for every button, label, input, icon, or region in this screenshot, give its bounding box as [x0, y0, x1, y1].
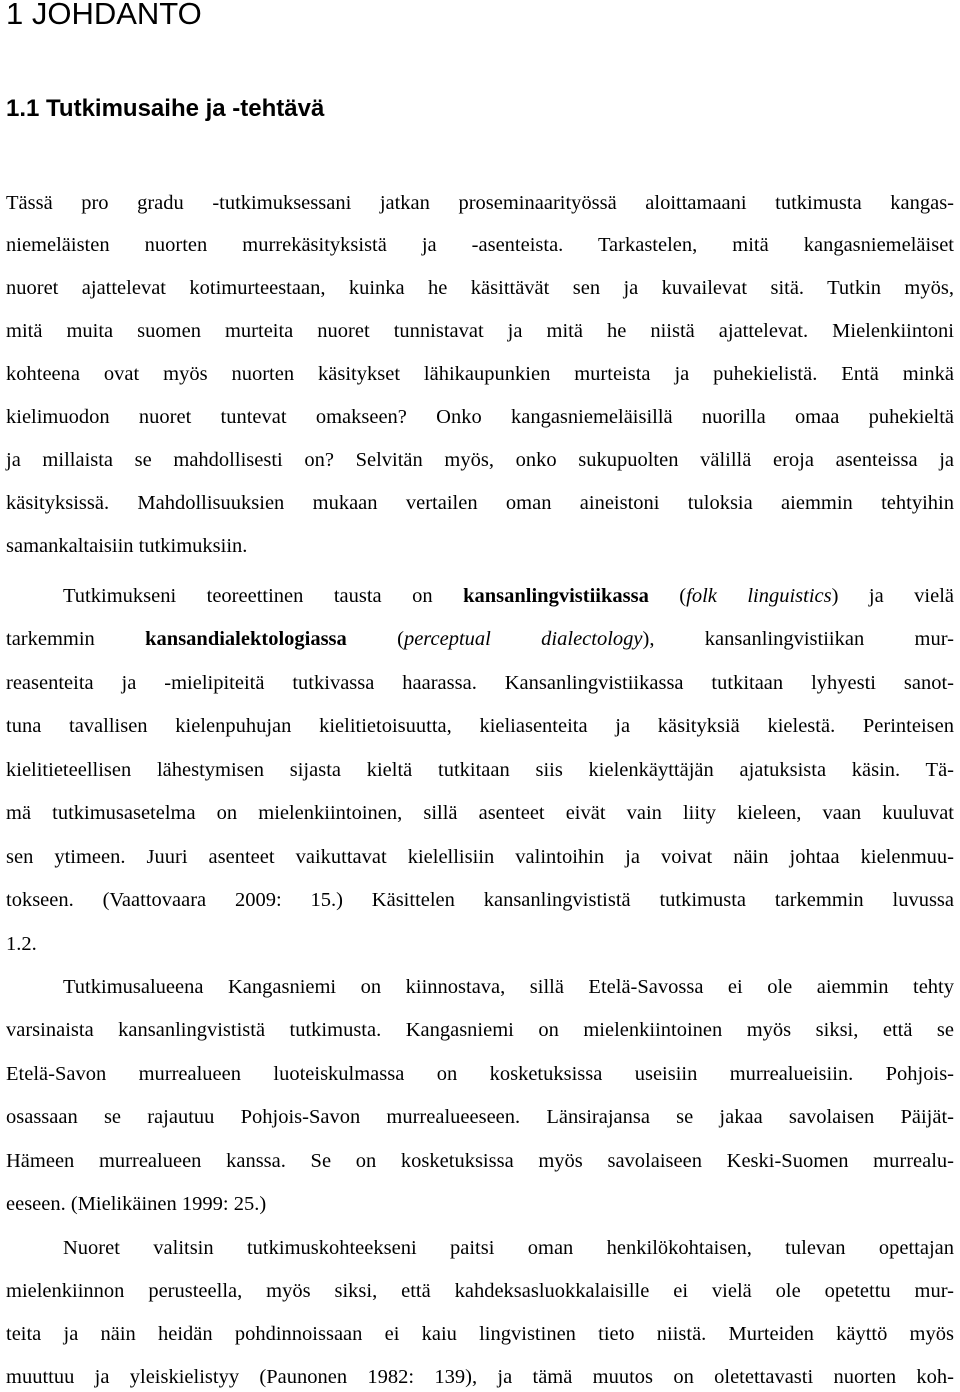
text-run: ) ja vielä	[831, 585, 955, 607]
body-line: nuoret ajattelevat kotimurteestaan, kuinka he käsittävät sen ja kuvailevat sitä. Tutkin myös,	[6, 277, 954, 299]
body-line: kielitieteellisen lähestymisen sijasta kieltä tutkitaan siis kielenkäyttäjän ajatuksista käsin. Tä-	[6, 759, 954, 781]
body-line: tokseen. (Vaattovaara 2009: 15.) Käsittelen kansanlingvististä tutkimusta tarkemmin luvussa	[6, 889, 954, 911]
text-run: (	[648, 585, 687, 607]
italic-term: perceptual dialectology	[403, 628, 643, 650]
body-line: käsityksissä. Mahdollisuuksien mukaan vertailen oman aineistoni tuloksia aiemmin tehtyihin	[6, 492, 954, 514]
body-line: reasenteita ja -mielipiteitä tutkivassa haarassa. Kansanlingvistiikassa tutkitaan lyhyesti sanot-	[6, 672, 954, 694]
italic-term: folk linguistics	[686, 585, 832, 607]
body-line: niemeläisten nuorten murrekäsityksistä ja -asenteista. Tarkastelen, mitä kangasniemeläiset	[6, 234, 954, 256]
body-line: sen ytimeen. Juuri asenteet vaikuttavat kielellisiin valintoihin ja voivat näin johtaa kielenmuu-	[6, 846, 954, 868]
body-line	[6, 583, 954, 609]
body-line: mä tutkimusasetelma on mielenkiintoinen, sillä asenteet eivät vain liity kieleen, vaan kuuluvat	[6, 802, 954, 824]
text-run: ), kansanlingvistiikan mur-	[642, 628, 954, 650]
body-line: osassaan se rajautuu Pohjois-Savon murrealueeseen. Länsirajansa se jakaa savolaisen Päijät-	[6, 1106, 954, 1128]
text-run: tarkemmin	[6, 628, 146, 650]
body-line: mitä muita suomen murteita nuoret tunnistavat ja mitä he niistä ajattelevat. Mielenkiintoni	[6, 320, 954, 342]
body-line: 1.2.	[6, 933, 37, 955]
body-line: kohteena ovat myös nuorten käsitykset lähikaupunkien murteista ja puhekielistä. Entä minkä	[6, 363, 954, 385]
body-line: Hämeen murrealueen kanssa. Se on kosketuksissa myös savolaiseen Keski-Suomen murrealu-	[6, 1150, 954, 1172]
body-line: muuttuu ja yleiskielistyy (Paunonen 1982: 139), ja tämä muutos on oletettavasti nuorten koh-	[6, 1366, 954, 1388]
body-line: ja millaista se mahdollisesti on? Selvitän myös, onko sukupuolten välillä eroja asenteissa ja	[6, 449, 954, 471]
body-line: tuna tavallisen kielenpuhujan kielitietoisuutta, kieliasenteita ja käsityksiä kielestä. Perinteisen	[6, 715, 954, 737]
body-line: teita ja näin heidän pohdinnoissaan ei kaiu lingvistinen tieto niistä. Murteiden käyttö myös	[6, 1323, 954, 1345]
body-line	[6, 626, 954, 652]
body-line: kielimuodon nuoret tuntevat omakseen? Onko kangasniemeläisillä nuorilla omaa puhekieltä	[6, 406, 954, 428]
section-heading: 1.1 Tutkimusaihe ja -tehtävä	[6, 95, 325, 122]
body-line: varsinaista kansanlingvististä tutkimusta. Kangasniemi on mielenkiintoinen myös siksi, että se	[6, 1019, 954, 1041]
body-line: eeseen. (Mielikäinen 1999: 25.)	[6, 1193, 267, 1215]
body-line: mielenkiinnon perusteella, myös siksi, että kahdeksasluokkalaisille ei vielä ole opetettu mur-	[6, 1280, 954, 1302]
body-line: Nuoret valitsin tutkimuskohteekseni paitsi oman henkilökohtaisen, tulevan opettajan	[63, 1237, 954, 1259]
body-line: samankaltaisiin tutkimuksiin.	[6, 535, 248, 557]
bold-term: kansanlingvistiikassa	[463, 585, 649, 607]
body-line: Etelä-Savon murrealueen luoteiskulmassa on kosketuksissa useisiin murrealueisiin. Pohjois-	[6, 1063, 954, 1085]
text-run: Tutkimukseni teoreettinen tausta on	[63, 585, 464, 607]
chapter-heading: 1 JOHDANTO	[6, 0, 202, 31]
body-line: Tutkimusalueena Kangasniemi on kiinnostava, sillä Etelä-Savossa ei ole aiemmin tehty	[63, 976, 954, 998]
bold-term: kansandialektologiassa	[145, 628, 347, 650]
body-line: Tässä pro gradu -tutkimuksessani jatkan proseminaarityössä aloittamaani tutkimusta kangas-	[6, 192, 954, 214]
text-run: (	[346, 628, 404, 650]
